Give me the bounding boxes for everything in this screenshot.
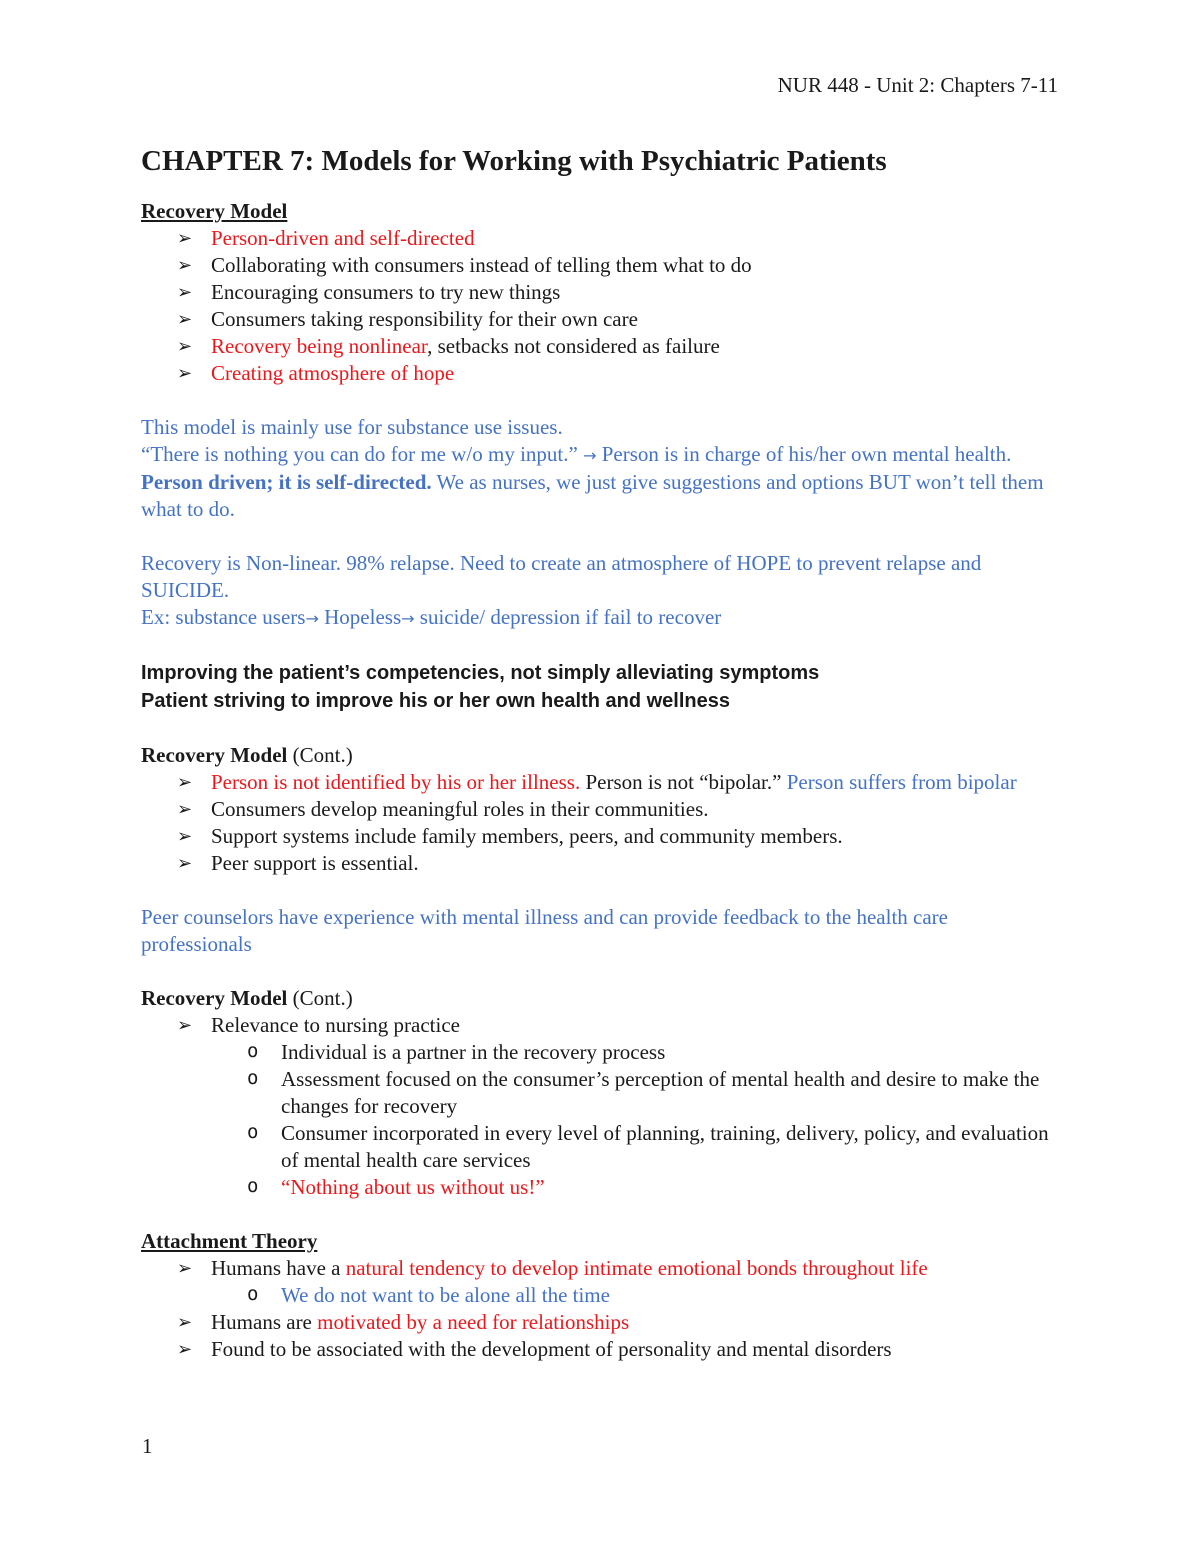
note-text: Person is in charge of his/her own mental health. [596, 442, 1012, 466]
list-item-red-text: natural tendency to develop intimate emotional bonds throughout life [345, 1256, 928, 1280]
bold-statement: Improving the patient’s competencies, not simply alleviating symptoms [141, 662, 820, 684]
note-paragraph: Recovery is Non-linear. 98% relapse. Need to create an atmosphere of HOPE to prevent relapse and SUICIDE. [141, 551, 982, 602]
note-quote: “There is nothing you can do for me w/o my input.” [141, 442, 578, 466]
list-item: ➢ Collaborating with consumers instead of telling them what to do [211, 252, 1061, 279]
recovery-model-list [141, 225, 1061, 387]
bold-statement: Patient striving to improve his or her own health and wellness [141, 690, 731, 712]
sub-list [211, 1282, 1061, 1309]
note-text: Ex: substance users [141, 605, 306, 629]
note-bold-text: Person driven; it is self-directed. [141, 470, 432, 494]
list-item [211, 333, 1061, 360]
sub-list-item: o “Nothing about us without us!” [281, 1174, 1061, 1201]
list-item-text: , setbacks not considered as failure [427, 334, 720, 358]
sub-list-item: o Assessment focused on the consumer’s perception of mental health and desire to make the changes for recovery [281, 1066, 1061, 1120]
sub-list-item: o Individual is a partner in the recovery process [281, 1039, 1061, 1066]
page-number: 1 [142, 1434, 153, 1458]
note-text: suicide/ depression if fail to recover [414, 605, 722, 629]
right-arrow-icon: → [305, 609, 319, 628]
sub-list [211, 1039, 1061, 1201]
page-header: NUR 448 - Unit 2: Chapters 7-11 [777, 73, 1058, 97]
section-heading-recovery-model: Recovery Model [141, 199, 288, 223]
list-item [211, 1309, 1061, 1336]
section-heading-text: Recovery Model [141, 986, 288, 1010]
right-arrow-icon: → [583, 446, 597, 465]
section-heading-text: Recovery Model [141, 743, 288, 767]
list-item-text: Relevance to nursing practice [211, 1013, 460, 1037]
list-item: ➢ Creating atmosphere of hope [211, 360, 1061, 387]
note-text: Hopeless [318, 605, 402, 629]
list-item-red-text: Recovery being nonlinear [211, 334, 428, 358]
note-paragraph: Peer counselors have experience with mental illness and can provide feedback to the health care professionals [141, 905, 948, 956]
list-item [211, 1012, 1061, 1201]
section-heading-cont: (Cont.) [287, 986, 353, 1010]
note-paragraph [141, 441, 1061, 523]
note-paragraph [141, 604, 1061, 632]
list-item-text: Humans have a [211, 1256, 346, 1280]
sub-list-item: o We do not want to be alone all the time [281, 1282, 1061, 1309]
section-heading-recovery-model-cont-2 [141, 985, 1061, 1012]
chapter-title: CHAPTER 7: Models for Working with Psychiatric Patients [141, 145, 887, 177]
list-item: ➢ Encouraging consumers to try new things [211, 279, 1061, 306]
nursing-practice-list [141, 1012, 1061, 1201]
note-text: We as nurses, we just give suggestions and options BUT won’t tell them what to do. [141, 470, 1044, 521]
list-item-blue-text: Person suffers from bipolar [786, 770, 1017, 794]
list-item-text: Humans are [211, 1310, 318, 1334]
list-item [211, 769, 1061, 796]
section-heading-attachment-theory: Attachment Theory [141, 1229, 318, 1253]
section-heading-recovery-model-cont [141, 742, 1061, 769]
list-item: ➢ Consumers develop meaningful roles in their communities. [211, 796, 1061, 823]
list-item: ➢ Found to be associated with the development of personality and mental disorders [211, 1336, 1061, 1363]
list-item: ➢ Peer support is essential. [211, 850, 1061, 877]
note-paragraph: This model is mainly use for substance use issues. [141, 415, 563, 439]
list-item-red-text: motivated by a need for relationships [317, 1310, 630, 1334]
right-arrow-icon: → [401, 609, 415, 628]
list-item: ➢ Support systems include family members, peers, and community members. [211, 823, 1061, 850]
list-item-text: Person is not “bipolar.” [580, 770, 787, 794]
recovery-model-cont-list [141, 769, 1061, 877]
list-item-red-text: Person is not identified by his or her illness. [211, 770, 581, 794]
sub-list-item: o Consumer incorporated in every level of planning, training, delivery, policy, and evaluation of mental health care services [281, 1120, 1061, 1174]
section-heading-cont: (Cont.) [287, 743, 353, 767]
attachment-theory-list [141, 1255, 1061, 1363]
list-item: ➢ Consumers taking responsibility for their own care [211, 306, 1061, 333]
list-item [211, 1255, 1061, 1309]
page-content [141, 140, 1061, 1363]
list-item: ➢ Person-driven and self-directed [211, 225, 1061, 252]
